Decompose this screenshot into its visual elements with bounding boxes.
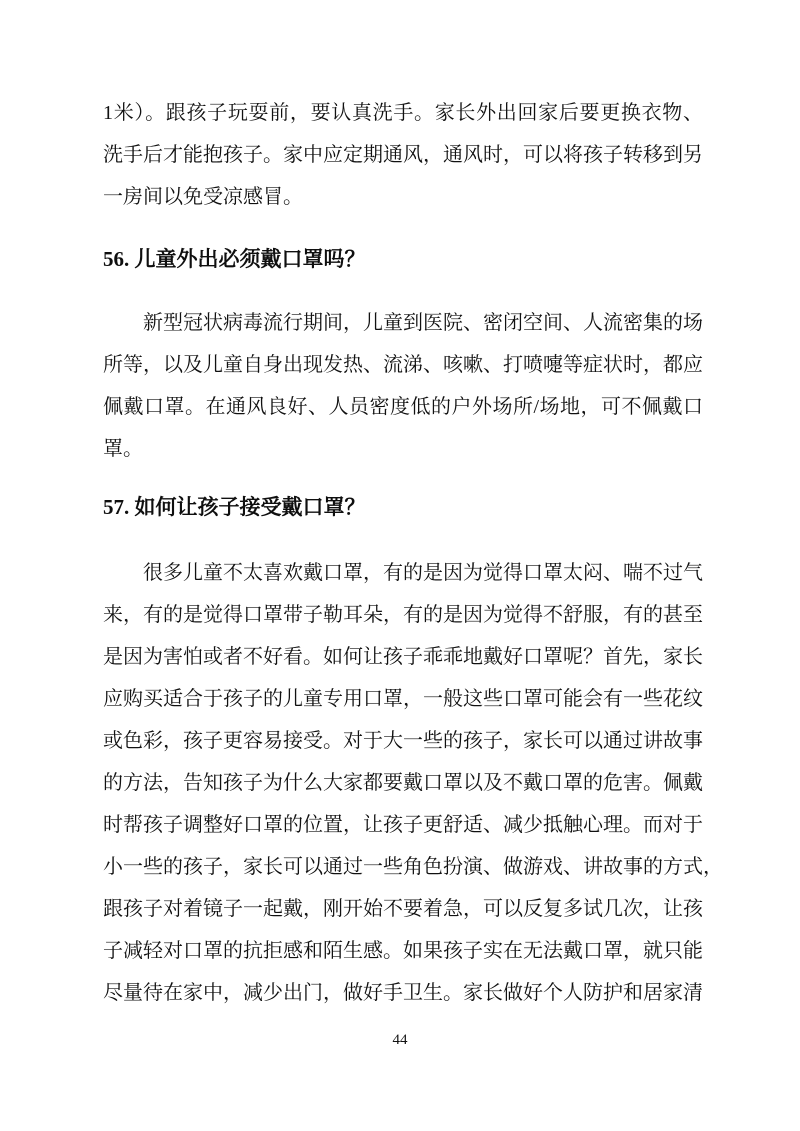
text-line: 跟孩子对着镜子一起戴，刚开始不要着急，可以反复多试几次，让孩	[103, 898, 703, 920]
answer-57-paragraph	[103, 552, 723, 1014]
question-56-heading: 56. 儿童外出必须戴口罩吗？	[103, 247, 366, 271]
text-line: 的方法，告知孩子为什么大家都要戴口罩以及不戴口罩的危害。佩戴	[103, 772, 703, 794]
page-number: 44	[392, 1032, 408, 1048]
text-line: 或色彩，孩子更容易接受。对于大一些的孩子，家长可以通过讲故事	[103, 730, 703, 752]
text-line: 子减轻对口罩的抗拒感和陌生感。如果孩子实在无法戴口罩，就只能	[103, 940, 703, 962]
text-line: 是因为害怕或者不好看。如何让孩子乖乖地戴好口罩呢？首先，家长	[103, 646, 703, 668]
text-line: 来，有的是觉得口罩带子勒耳朵，有的是因为觉得不舒服，有的甚至	[103, 604, 703, 626]
text-line: 佩戴口罩。在通风良好、人员密度低的户外场所/场地，可不佩戴口	[103, 396, 703, 418]
document-content	[103, 92, 723, 1014]
answer-56-paragraph	[103, 302, 703, 470]
text-line: 罩。	[103, 438, 143, 460]
text-line: 小一些的孩子，家长可以通过一些角色扮演、做游戏、讲故事的方式，	[103, 856, 723, 878]
paragraph-continuation	[103, 92, 703, 218]
text-line: 新型冠状病毒流行期间，儿童到医院、密闭空间、人流密集的场	[143, 312, 703, 334]
text-line: 很多儿童不太喜欢戴口罩，有的是因为觉得口罩太闷、喘不过气	[143, 562, 703, 584]
question-57-heading: 57. 如何让孩子接受戴口罩？	[103, 495, 366, 519]
text-line: 洗手后才能抱孩子。家中应定期通风，通风时，可以将孩子转移到另	[103, 144, 703, 166]
text-line: 应购买适合于孩子的儿童专用口罩，一般这些口罩可能会有一些花纹	[103, 688, 703, 710]
text-line: 1米）。跟孩子玩耍前，要认真洗手。家长外出回家后要更换衣物、	[103, 102, 703, 124]
text-line: 所等，以及儿童自身出现发热、流涕、咳嗽、打喷嚏等症状时，都应	[103, 354, 703, 376]
text-line: 一房间以免受凉感冒。	[103, 186, 303, 208]
text-line: 时帮孩子调整好口罩的位置，让孩子更舒适、减少抵触心理。而对于	[103, 814, 703, 836]
text-line: 尽量待在家中，减少出门，做好手卫生。家长做好个人防护和居家清	[103, 982, 703, 1004]
